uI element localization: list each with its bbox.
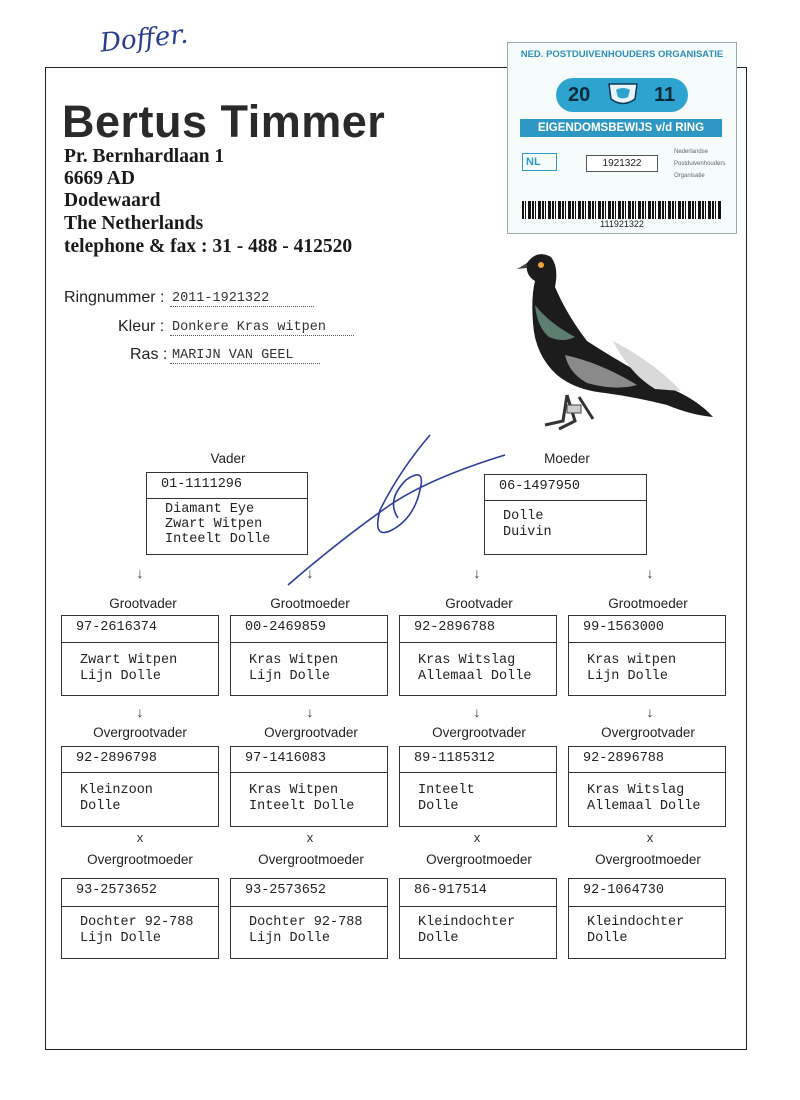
grandparent-card-2: [230, 615, 388, 696]
grandparent-2-line-1: Kras Witpen: [249, 653, 339, 668]
grandparent-label-1: Grootvader: [109, 596, 177, 611]
grandparent-card-1: [61, 615, 219, 696]
great-grandmother-label-2: Overgrootmoeder: [258, 852, 364, 867]
great-grandfather-label-2: Overgrootvader: [264, 725, 358, 740]
great-grandfather-label-3: Overgrootvader: [432, 725, 526, 740]
ring-label: Ringnummer :: [64, 289, 165, 306]
arrow-down-icon: ↓: [136, 565, 144, 581]
arrow-down-icon: ↓: [306, 565, 314, 581]
great-grandmother-ring-1: 93-2573652: [62, 879, 218, 907]
great-grandfather-1-line-1: Kleinzoon: [80, 783, 153, 798]
great-grandmother-card-4: [568, 878, 726, 959]
arrow-down-icon: ↓: [473, 704, 481, 720]
sheet-border-top: [45, 67, 507, 68]
grandparent-ring-4: 99-1563000: [569, 616, 725, 643]
great-grandmother-4-line-1: Kleindochter: [587, 915, 685, 930]
grandparent-2-line-2: Lijn Dolle: [249, 669, 331, 684]
father-line-1: Diamant Eye: [165, 502, 255, 517]
cross-mark: x: [136, 830, 144, 845]
grandparent-ring-1: 97-2616374: [62, 616, 218, 643]
great-grandmother-1-line-1: Dochter 92-788: [80, 915, 194, 930]
father-line-2: Zwart Witpen: [165, 517, 263, 532]
father-card: [146, 472, 308, 555]
great-grandfather-ring-3: 89-1185312: [400, 747, 556, 773]
great-grandmother-3-line-2: Dolle: [418, 931, 459, 946]
great-grandfather-card-3: [399, 746, 557, 827]
father-line-3: Inteelt Dolle: [165, 532, 271, 547]
father-label: Vader: [210, 451, 246, 466]
great-grandmother-2-line-2: Lijn Dolle: [249, 931, 331, 946]
great-grandfather-card-4: [568, 746, 726, 827]
grandparent-1-line-1: Zwart Witpen: [80, 653, 178, 668]
great-grandmother-label-4: Overgrootmoeder: [595, 852, 701, 867]
great-grandfather-3-line-2: Dolle: [418, 799, 459, 814]
mother-card: [484, 474, 647, 555]
stamp-country: NL: [522, 153, 557, 171]
great-grandfather-label-1: Overgrootvader: [93, 725, 187, 740]
cross-mark: x: [473, 830, 481, 845]
grandparent-label-3: Grootvader: [445, 596, 513, 611]
address-postcode: 6669 AD: [64, 168, 135, 189]
great-grandfather-label-4: Overgrootvader: [601, 725, 695, 740]
grandparent-ring-2: 00-2469859: [231, 616, 387, 643]
stamp-year-badge: [556, 78, 688, 112]
grandparent-3-line-2: Allemaal Dolle: [418, 669, 532, 684]
great-grandfather-ring-2: 97-1416083: [231, 747, 387, 773]
cross-mark: x: [646, 830, 654, 845]
barcode-number: 111921322: [600, 219, 644, 229]
breed-label: Ras :: [130, 346, 168, 363]
arrow-down-icon: ↓: [646, 704, 654, 720]
telephone-fax: telephone & fax : 31 - 488 - 412520: [64, 236, 353, 257]
grandparent-label-4: Grootmoeder: [608, 596, 688, 611]
barcode: [522, 201, 722, 219]
grandparent-ring-3: 92-2896788: [400, 616, 556, 643]
mother-ring: 06-1497950: [485, 475, 646, 501]
father-ring: 01-1111296: [147, 473, 307, 499]
ring-certificate-stamp: [507, 42, 737, 234]
ring-value: 2011-1921322: [170, 291, 314, 307]
address-country: The Netherlands: [64, 213, 204, 234]
grandparent-3-line-1: Kras Witslag: [418, 653, 516, 668]
great-grandmother-card-1: [61, 878, 219, 959]
grandparent-card-3: [399, 615, 557, 696]
cross-mark: x: [306, 830, 314, 845]
color-value: Donkere Kras witpen: [170, 320, 354, 336]
arrow-down-icon: ↓: [306, 704, 314, 720]
pigeon-illustration: [505, 245, 720, 440]
grandparent-label-2: Grootmoeder: [270, 596, 350, 611]
stamp-year-right: 11: [654, 84, 676, 106]
great-grandmother-card-3: [399, 878, 557, 959]
great-grandmother-label-1: Overgrootmoeder: [87, 852, 193, 867]
sheet-border-bottom: [45, 1049, 747, 1050]
mother-line-1: Dolle: [503, 509, 544, 524]
mother-label: Moeder: [544, 451, 590, 466]
great-grandfather-ring-1: 92-2896798: [62, 747, 218, 773]
stamp-side-line-2: Postduivenhouders: [674, 161, 726, 167]
stamp-year-left: 20: [568, 84, 591, 106]
lion-emblem-icon: [606, 81, 640, 109]
sheet-border-right: [746, 67, 747, 1050]
great-grandmother-1-line-2: Lijn Dolle: [80, 931, 162, 946]
great-grandfather-card-1: [61, 746, 219, 827]
arrow-down-icon: ↓: [136, 704, 144, 720]
arrow-down-icon: ↓: [473, 565, 481, 581]
stamp-title: EIGENDOMSBEWIJS v/d RING: [520, 119, 722, 137]
great-grandmother-3-line-1: Kleindochter: [418, 915, 516, 930]
great-grandfather-card-2: [230, 746, 388, 827]
great-grandmother-ring-4: 92-1064730: [569, 879, 725, 907]
stamp-side-line-3: Organisatie: [674, 173, 705, 179]
stamp-side-line-1: Nederlandse: [674, 149, 709, 155]
arrow-down-icon: ↓: [646, 565, 654, 581]
address-city: Dodewaard: [64, 190, 161, 211]
stamp-ring-number: 1921322: [586, 155, 658, 172]
grandparent-card-4: [568, 615, 726, 696]
handwritten-note: Doffer.: [98, 19, 190, 59]
stamp-organisation: NED. POSTDUIVENHOUDERS ORGANISATIE: [520, 49, 724, 60]
great-grandmother-2-line-1: Dochter 92-788: [249, 915, 363, 930]
grandparent-1-line-2: Lijn Dolle: [80, 669, 162, 684]
great-grandmother-card-2: [230, 878, 388, 959]
great-grandmother-ring-2: 93-2573652: [231, 879, 387, 907]
great-grandfather-2-line-2: Inteelt Dolle: [249, 799, 355, 814]
grandparent-4-line-1: Kras witpen: [587, 653, 677, 668]
great-grandmother-4-line-2: Dolle: [587, 931, 628, 946]
grandparent-4-line-2: Lijn Dolle: [587, 669, 669, 684]
great-grandfather-4-line-1: Kras Witslag: [587, 783, 685, 798]
owner-name: Bertus Timmer: [62, 96, 386, 147]
great-grandfather-2-line-1: Kras Witpen: [249, 783, 339, 798]
mother-line-2: Duivin: [503, 525, 552, 540]
great-grandfather-4-line-2: Allemaal Dolle: [587, 799, 701, 814]
great-grandfather-3-line-1: Inteelt: [418, 783, 475, 798]
breed-value: MARIJN VAN GEEL: [170, 348, 320, 364]
great-grandfather-1-line-2: Dolle: [80, 799, 121, 814]
sheet-border-left: [45, 67, 46, 1050]
color-label: Kleur :: [118, 318, 165, 335]
great-grandmother-label-3: Overgrootmoeder: [426, 852, 532, 867]
great-grandfather-ring-4: 92-2896788: [569, 747, 725, 773]
address-street: Pr. Bernhardlaan 1: [64, 146, 225, 167]
great-grandmother-ring-3: 86-917514: [400, 879, 556, 907]
